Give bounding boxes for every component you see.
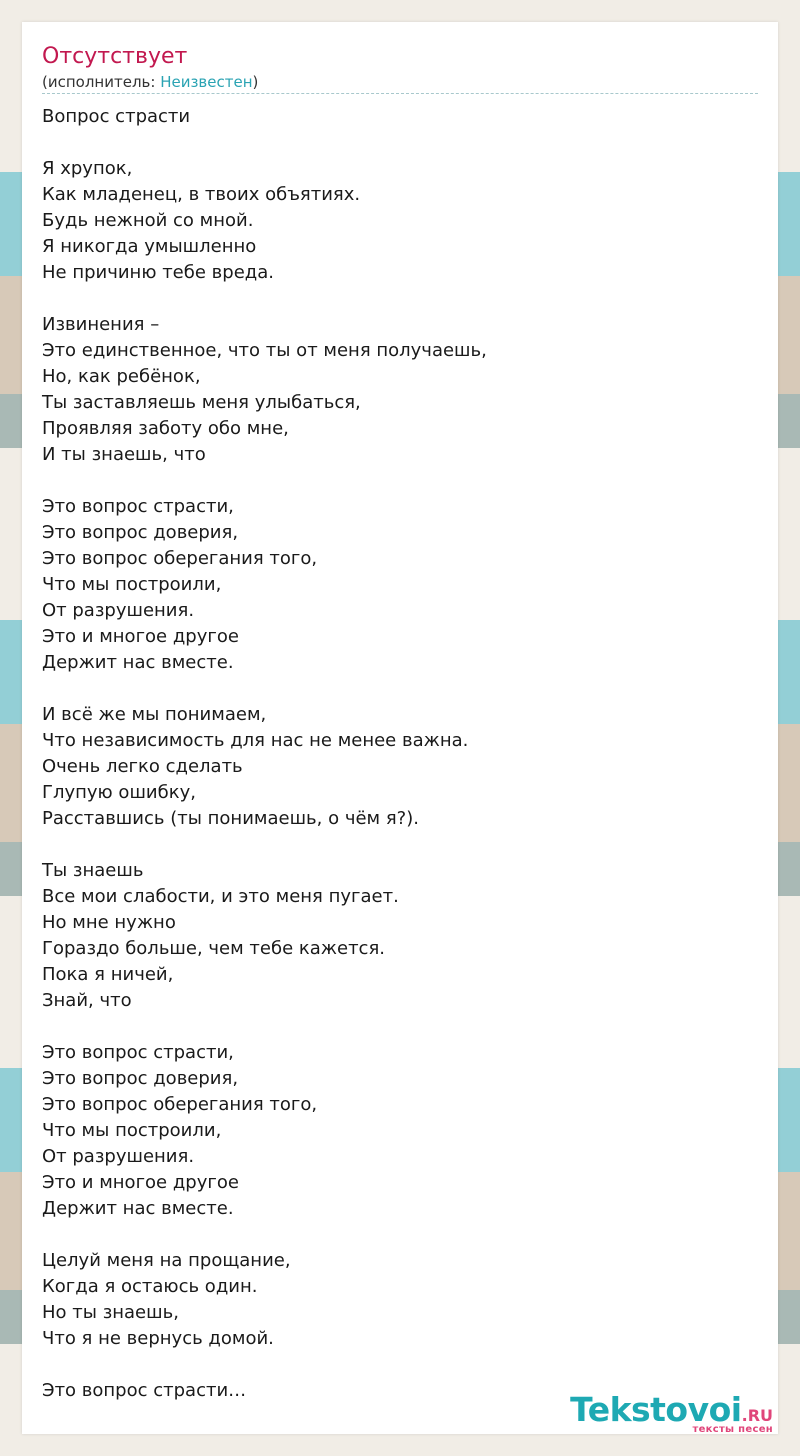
lyric-line: Но мне нужно bbox=[42, 912, 176, 933]
artist-prefix: (исполнитель: bbox=[42, 73, 161, 91]
lyric-line: Как младенец, в твоих объятиях. bbox=[42, 184, 361, 205]
lyric-line: И ты знаешь, что bbox=[42, 444, 206, 465]
lyric-line: Что независимость для нас не менее важна. bbox=[42, 730, 469, 751]
lyric-line: И всё же мы понимаем, bbox=[42, 704, 267, 725]
lyric-line: Ты заставляешь меня улыбаться, bbox=[42, 392, 361, 413]
stanza-break bbox=[42, 130, 742, 156]
title-divider bbox=[42, 93, 758, 94]
artist-link[interactable]: Неизвестен bbox=[160, 73, 253, 91]
lyric-line: Проявляя заботу обо мне, bbox=[42, 418, 289, 439]
stanza-break bbox=[42, 286, 742, 312]
lyric-line: Когда я остаюсь один. bbox=[42, 1276, 258, 1297]
lyric-line: Держит нас вместе. bbox=[42, 1198, 234, 1219]
lyric-line: Это вопрос оберегания того, bbox=[42, 1094, 318, 1115]
lyric-line: Это вопрос страсти, bbox=[42, 1042, 234, 1063]
lyric-line: Не причиню тебе вреда. bbox=[42, 262, 274, 283]
lyric-line: Целуй меня на прощание, bbox=[42, 1250, 291, 1271]
lyric-line: Пока я ничей, bbox=[42, 964, 174, 985]
lyric-line: Но, как ребёнок, bbox=[42, 366, 201, 387]
stanza-break bbox=[42, 468, 742, 494]
stanza-break bbox=[42, 1014, 742, 1040]
lyric-line: Это вопрос страсти, bbox=[42, 496, 234, 517]
lyric-line: Но ты знаешь, bbox=[42, 1302, 179, 1323]
lyric-line: Что я не вернусь домой. bbox=[42, 1328, 274, 1349]
lyrics-card bbox=[22, 22, 778, 1434]
lyric-line: Извинения – bbox=[42, 314, 160, 335]
lyric-line: Держит нас вместе. bbox=[42, 652, 234, 673]
lyric-line: Это единственное, что ты от меня получаешь, bbox=[42, 340, 487, 361]
lyric-line: Очень легко сделать bbox=[42, 756, 243, 777]
lyric-line: Это вопрос доверия, bbox=[42, 1068, 239, 1089]
lyric-line: Вопрос страсти bbox=[42, 106, 191, 127]
lyric-line: От разрушения. bbox=[42, 600, 195, 621]
lyric-line: Знай, что bbox=[42, 990, 132, 1011]
stanza-break bbox=[42, 1352, 742, 1378]
logo-tld: .RU bbox=[741, 1406, 773, 1425]
lyric-line: Расставшись (ты понимаешь, о чём я?). bbox=[42, 808, 419, 829]
lyric-line: Гораздо больше, чем тебе кажется. bbox=[42, 938, 386, 959]
lyric-line: Это и многое другое bbox=[42, 1172, 239, 1193]
lyric-line: Что мы построили, bbox=[42, 1120, 222, 1141]
lyric-line: Это вопрос доверия, bbox=[42, 522, 239, 543]
song-title: Отсутствует bbox=[42, 44, 188, 69]
lyric-line: Я хрупок, bbox=[42, 158, 133, 179]
stanza-break bbox=[42, 676, 742, 702]
lyric-line: От разрушения. bbox=[42, 1146, 195, 1167]
lyric-line: Я никогда умышленно bbox=[42, 236, 257, 257]
lyric-line: Это вопрос оберегания того, bbox=[42, 548, 318, 569]
artist-suffix: ) bbox=[252, 73, 259, 91]
artist-line bbox=[42, 72, 258, 92]
lyric-line: Все мои слабости, и это меня пугает. bbox=[42, 886, 399, 907]
lyric-line: Это и многое другое bbox=[42, 626, 239, 647]
lyric-line: Глупую ошибку, bbox=[42, 782, 196, 803]
lyric-line: Это вопрос страсти… bbox=[42, 1380, 247, 1401]
stanza-break bbox=[42, 832, 742, 858]
lyric-line: Ты знаешь bbox=[42, 860, 144, 881]
lyric-line: Будь нежной со мной. bbox=[42, 210, 254, 231]
site-logo[interactable] bbox=[570, 1390, 773, 1435]
lyrics-text bbox=[42, 104, 742, 1404]
lyric-line: Что мы построили, bbox=[42, 574, 222, 595]
stanza-break bbox=[42, 1222, 742, 1248]
logo-tagline: тексты песен bbox=[692, 1424, 773, 1435]
logo-wordmark: Tekstovoi bbox=[570, 1390, 742, 1429]
